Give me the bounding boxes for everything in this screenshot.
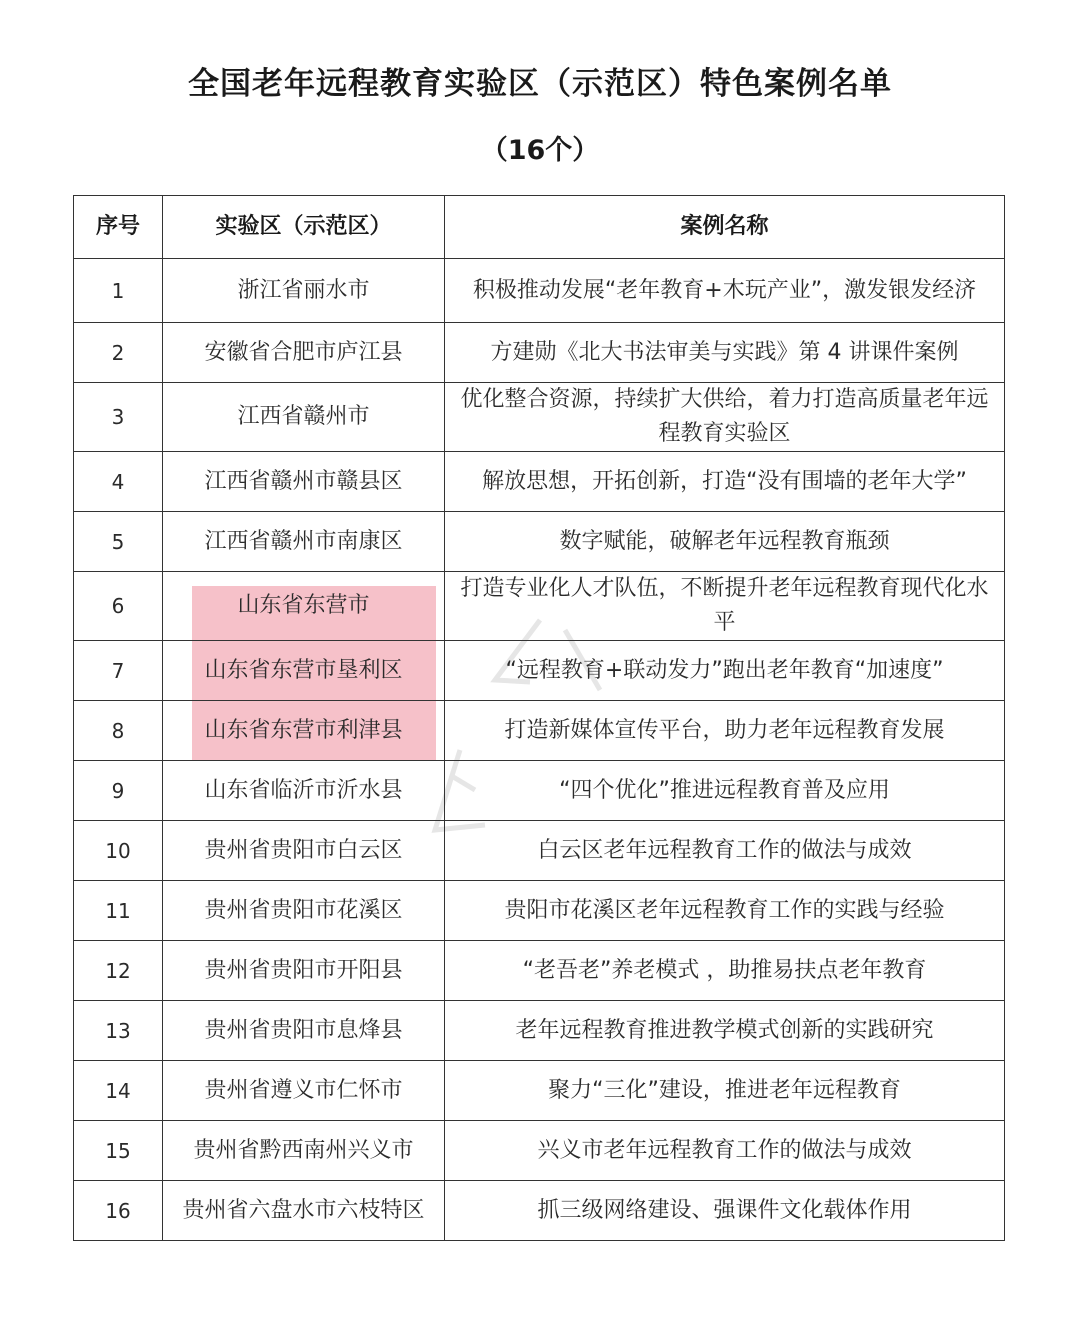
table-row [74,383,1005,452]
row-region: 浙江省丽水市 [163,259,445,323]
table-row [74,323,1005,383]
row-case-name: 老年远程教育推进教学模式创新的实践研究 [445,1001,1005,1061]
header-index: 序号 [74,196,163,259]
row-index: 7 [74,641,163,701]
row-index: 3 [74,383,163,452]
row-index: 1 [74,259,163,323]
row-region: 安徽省合肥市庐江县 [163,323,445,383]
row-region: 江西省赣州市 [163,383,445,452]
row-case-name: 聚力“三化”建设，推进老年远程教育 [445,1061,1005,1121]
row-region: 山东省东营市 [163,572,445,641]
table-header-row [74,196,1005,259]
row-index: 12 [74,941,163,1001]
table-row [74,641,1005,701]
row-case-name: “四个优化”推进远程教育普及应用 [445,761,1005,821]
row-region: 贵州省黔西南州兴义市 [163,1121,445,1181]
row-case-name: 优化整合资源，持续扩大供给，着力打造高质量老年远程教育实验区 [445,383,1005,452]
table-row [74,761,1005,821]
row-case-name: 积极推动发展“老年教育+木玩产业”，激发银发经济 [445,259,1005,323]
row-index: 4 [74,452,163,512]
row-index: 8 [74,701,163,761]
table-row [74,572,1005,641]
header-case: 案例名称 [445,196,1005,259]
row-case-name: 打造专业化人才队伍，不断提升老年远程教育现代化水平 [445,572,1005,641]
row-index: 10 [74,821,163,881]
row-region: 山东省东营市垦利区 [163,641,445,701]
row-case-name: 白云区老年远程教育工作的做法与成效 [445,821,1005,881]
table-row [74,881,1005,941]
row-index: 9 [74,761,163,821]
row-region: 贵州省贵阳市开阳县 [163,941,445,1001]
table-row [74,1121,1005,1181]
row-case-name: 贵阳市花溪区老年远程教育工作的实践与经验 [445,881,1005,941]
row-index: 6 [74,572,163,641]
row-case-name: 数字赋能，破解老年远程教育瓶颈 [445,512,1005,572]
row-index: 14 [74,1061,163,1121]
document-subtitle: （16个） [480,135,600,166]
row-region: 江西省赣州市赣县区 [163,452,445,512]
row-index: 2 [74,323,163,383]
table-row [74,1061,1005,1121]
row-index: 5 [74,512,163,572]
table-row [74,1001,1005,1061]
row-region: 山东省东营市利津县 [163,701,445,761]
row-region: 贵州省六盘水市六枝特区 [163,1181,445,1241]
table-row [74,941,1005,1001]
table-row [74,701,1005,761]
row-case-name: 解放思想，开拓创新，打造“没有围墙的老年大学” [445,452,1005,512]
row-region: 贵州省贵阳市白云区 [163,821,445,881]
header-region: 实验区（示范区） [163,196,445,259]
row-index: 13 [74,1001,163,1061]
row-case-name: “老吾老”养老模式 ，助推易扶点老年教育 [445,941,1005,1001]
row-region: 贵州省贵阳市花溪区 [163,881,445,941]
cases-table [73,195,1005,1241]
row-region: 山东省临沂市沂水县 [163,761,445,821]
row-region: 江西省赣州市南康区 [163,512,445,572]
row-index: 16 [74,1181,163,1241]
document-title: 全国老年远程教育实验区（示范区）特色案例名单 [188,66,892,102]
row-case-name: 兴义市老年远程教育工作的做法与成效 [445,1121,1005,1181]
row-case-name: 打造新媒体宣传平台，助力老年远程教育发展 [445,701,1005,761]
table-row [74,512,1005,572]
row-index: 11 [74,881,163,941]
row-case-name: 方建勋《北大书法审美与实践》第 4 讲课件案例 [445,323,1005,383]
table-row [74,1181,1005,1241]
row-case-name: “远程教育+联动发力”跑出老年教育“加速度” [445,641,1005,701]
table-row [74,259,1005,323]
table-row [74,452,1005,512]
row-case-name: 抓三级网络建设、强课件文化载体作用 [445,1181,1005,1241]
table-row [74,821,1005,881]
row-index: 15 [74,1121,163,1181]
row-region: 贵州省贵阳市息烽县 [163,1001,445,1061]
row-region: 贵州省遵义市仁怀市 [163,1061,445,1121]
